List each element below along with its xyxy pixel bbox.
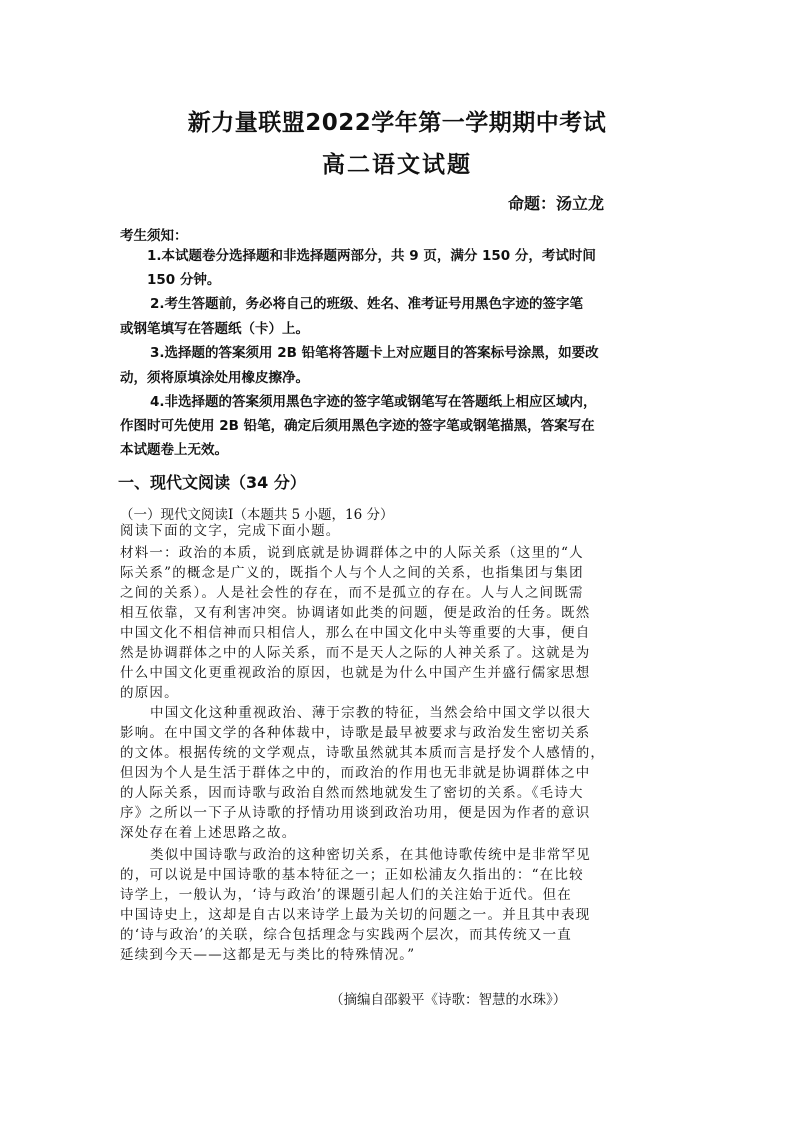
notice-line: 3.选择题的答案须用 2B 铅笔将答题卡上对应题目的答案标号涂黑，如要改 [150,345,599,361]
notice-line: 作图时可先使用 2B 铅笔，确定后须用黑色字迹的签字笔或钢笔描黑，答案写在 [120,418,595,434]
material-line: 中国诗史上，这却是自古以来诗学上最为关切的问题之一。并且其中表现 [120,907,591,923]
notice-line: 2.考生答题前，务必将自己的班级、姓名、准考证号用黑色字迹的签字笔 [150,296,584,312]
material-line: 中国文化这种重视政治、薄于宗教的特征，当然会给中国文学以很大 [150,705,591,721]
material-line: 际关系”的概念是广义的，既指个人与个人之间的关系，也指集团与集团 [120,565,584,581]
material-line: 延续到今天——这都是无与类比的特殊情况。” [120,947,416,963]
section-subheading: （一）现代文阅读Ⅰ（本题共 5 小题，16 分） [120,507,394,523]
material-line: 材料一：政治的本质，说到底就是协调群体之中的人际关系（这里的“人 [120,545,584,561]
author-line: 命题：汤立龙 [508,194,605,213]
source-citation: （摘编自邵毅平《诗歌：智慧的水珠》） [330,992,567,1008]
material-line: 影响。在中国文学的各种体裁中，诗歌是最早被要求与政治发生密切关系 [120,725,591,741]
section-heading: 一、现代文阅读（34 分） [118,473,306,492]
material-line: 深处存在着上述思路之故。 [120,825,297,841]
notice-line: 或钢笔填写在答题纸（卡）上。 [120,321,309,337]
material-line: 类似中国诗歌与政治的这种密切关系，在其他诗歌传统中是非常罕见 [150,847,591,863]
material-line: 的‘诗与政治’的关联，综合包括理念与实践两个层次，而其传统又一直 [120,927,572,943]
material-line: 诗学上，一般认为，‘诗与政治’的课题引起人们的关注始于近代。但在 [120,887,572,903]
notice-line: 150 分钟。 [147,272,221,288]
material-line: 序》之所以一下子从诗歌的抒情功用谈到政治功用，便是因为作者的意识 [120,805,591,821]
material-line: 之间的关系）。人是社会性的存在，而不是孤立的存在。人与人之间既需 [120,585,584,601]
material-line: 相互依靠，又有利害冲突。协调诸如此类的问题，便是政治的任务。既然 [120,605,591,621]
material-line: 中国文化不相信神而只相信人，那么在中国文化中头等重要的大事，便自 [120,625,591,641]
exam-subtitle: 高二语文试题 [322,152,472,178]
material-line: 什么中国文化更重视政治的原因，也就是为什么中国产生并盛行儒家思想 [120,665,591,681]
notice-line: 本试题卷上无效。 [120,442,228,458]
instruction-text: 阅读下面的文字，完成下面小题。 [120,523,341,539]
exam-title: 新力量联盟2022学年第一学期期中考试 [187,110,607,136]
material-line: 但因为个人是生活于群体之中的，而政治的作用也无非就是协调群体之中 [120,765,591,781]
notice-line: 4.非选择题的答案须用黑色字迹的签字笔或钢笔写在答题纸上相应区域内， [150,394,597,410]
notice-heading: 考生须知： [120,228,188,244]
material-line: 的文体。根据传统的文学观点，诗歌虽然就其本质而言是抒发个人感情的， [120,745,606,761]
notice-line: 1.本试题卷分选择题和非选择题两部分，共 9 页，满分 150 分，考试时间 [147,248,596,264]
material-line: 的原因。 [120,685,179,701]
material-line: 的人际关系，因而诗歌与政治自然而然地就发生了密切的关系。《毛诗大 [120,785,584,801]
material-line: 的，可以说是中国诗歌的基本特征之一；正如松浦友久指出的：“在比较 [120,867,584,883]
notice-line: 动，须将原填涂处用橡皮擦净。 [120,370,309,386]
material-line: 然是协调群体之中的人际关系，而不是天人之际的人神关系了。这就是为 [120,645,591,661]
